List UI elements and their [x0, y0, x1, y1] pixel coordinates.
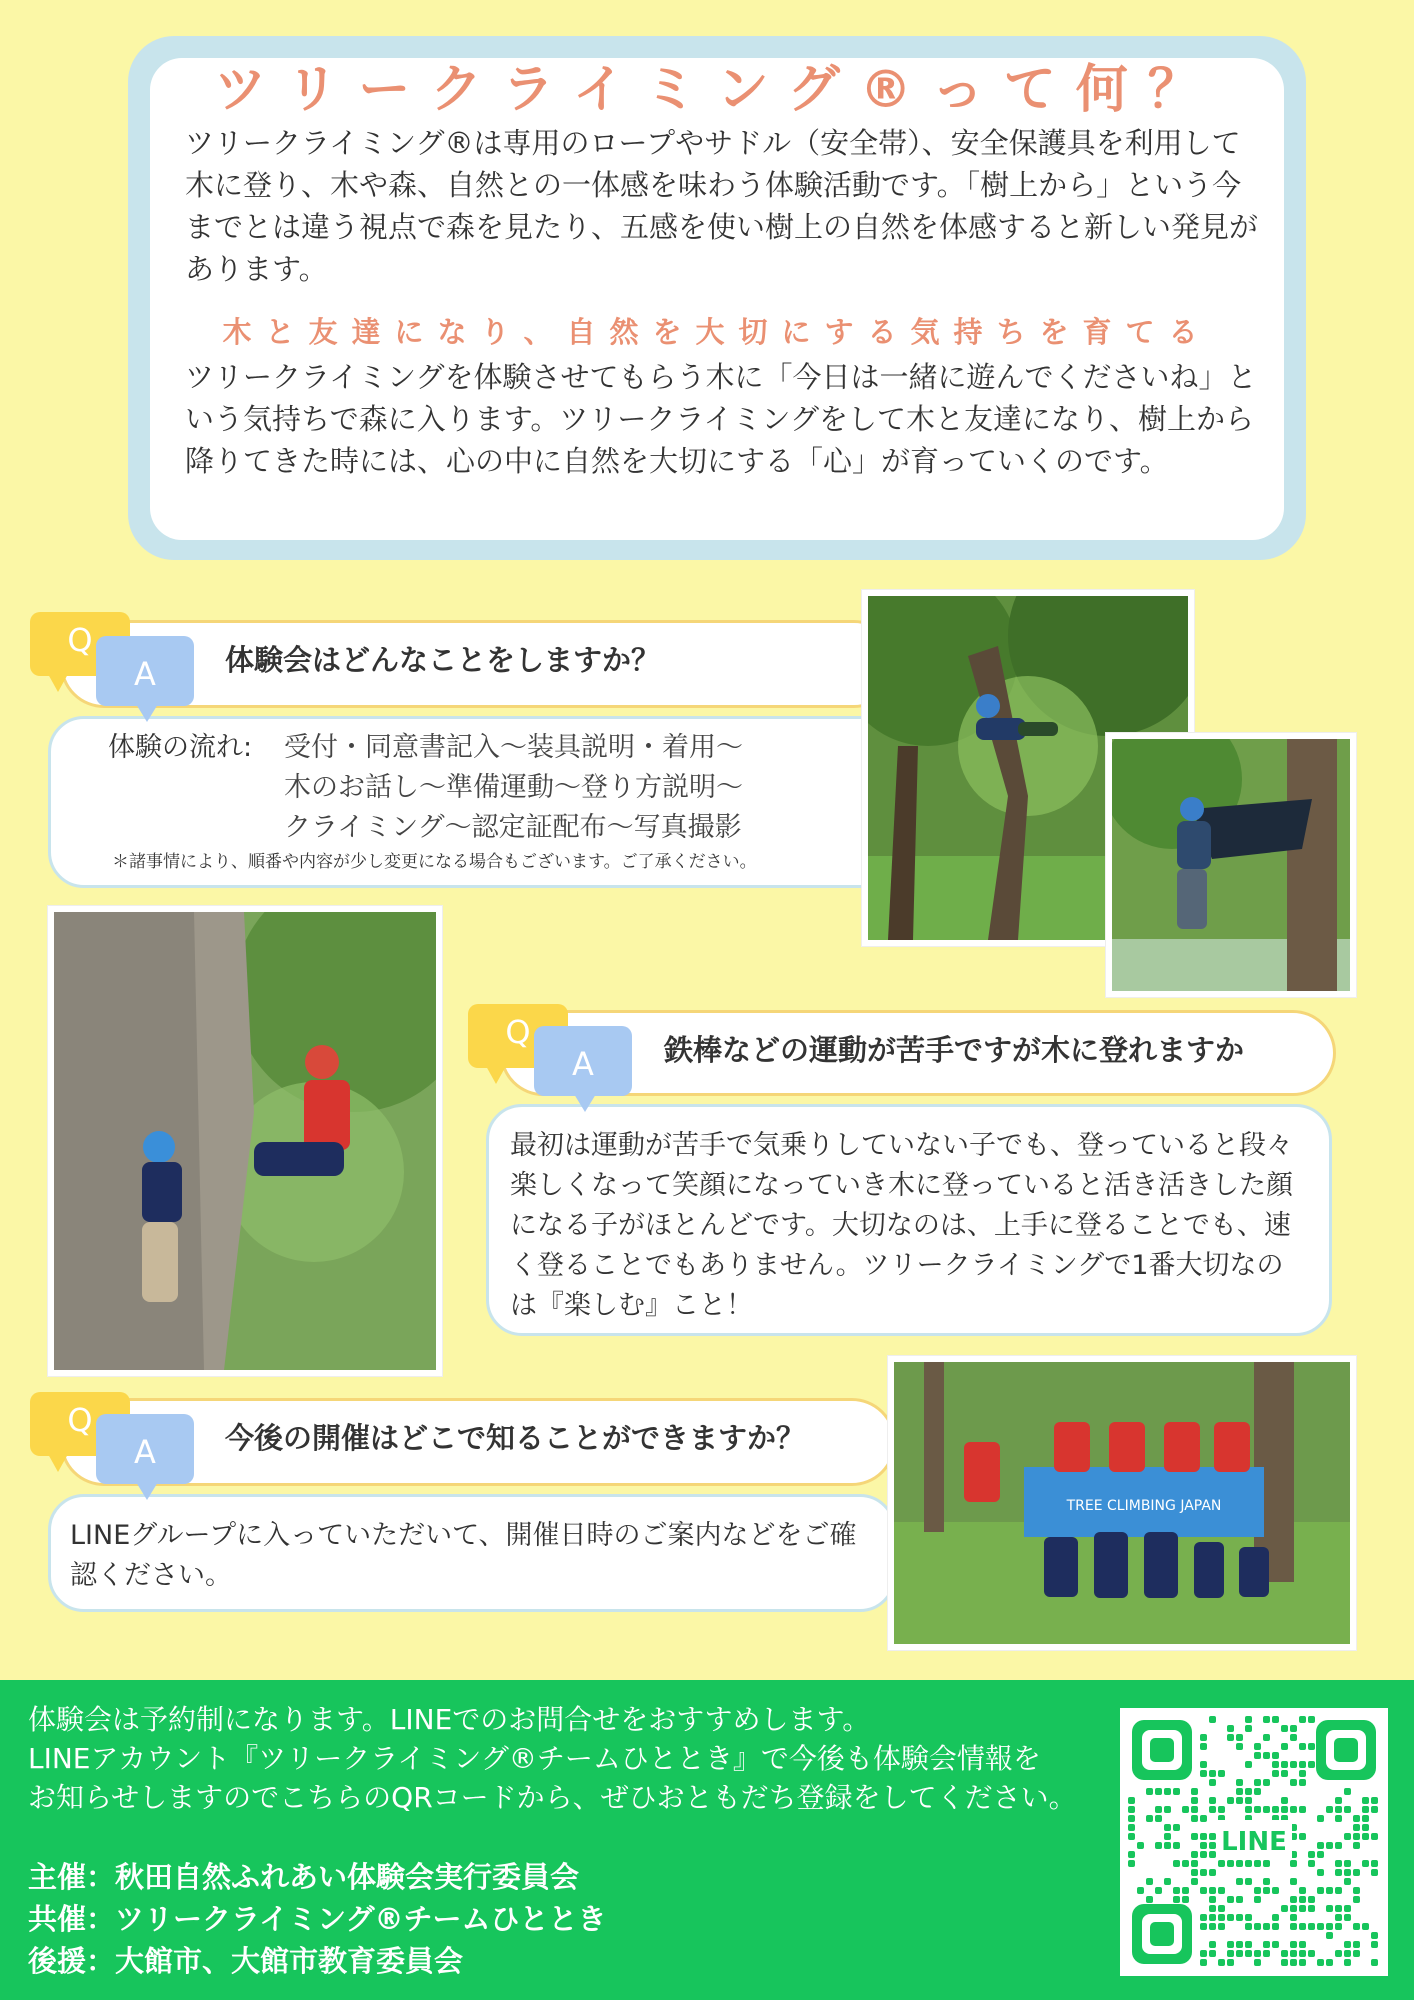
flow-label: 体験の流れ:: [108, 732, 253, 763]
photo-tree-climbers: [48, 906, 442, 1376]
organizer-cohost: 共催：ツリークライミング®チームひととき: [28, 1902, 607, 1936]
answer-2-text: 最初は運動が苦手で気乗りしていない子でも、登っていると段々楽しくなって笑顔になっていき木に登っていると活き活きした顔になる子がほとんどです。大切なのは、上手に登ることでも、速く登ることでもありません。ツリークライミングで1番大切なのは『楽しむ』こと！: [510, 1130, 1293, 1321]
banner-text: TREE CLIMBING JAPAN: [1066, 1498, 1222, 1514]
a-badge-1: A: [96, 636, 194, 706]
line-qr-code[interactable]: [1120, 1708, 1388, 1976]
answer-3-text: LINEグループに入っていただいて、開催日時のご案内などをご確認ください。: [70, 1520, 857, 1591]
question-1-text: 体験会はどんなことをしますか？: [225, 643, 661, 677]
organizer-support: 後援：大館市、大館市教育委員会: [28, 1944, 464, 1978]
flow-note: ＊諸事情により、順番や内容が少し変更になる場合もございます。ご了承ください。: [112, 852, 757, 872]
intro-paragraph-2: ツリークライミングを体験させてもらう木に「今日は一緒に遊んでくださいね」という気持ちで森に入ります。ツリークライミングをして木と友達になり、樹上から降りてきた時には、心の中に自然を大切にする「心」が育っていくのです。: [185, 360, 1257, 478]
flow-line: クライミング～認定証配布～写真撮影: [284, 812, 742, 843]
intro-paragraph-1: ツリークライミング®は専用のロープやサドル（安全帯）、安全保護具を利用して木に登り、木や森、自然との一体感を味わう体験活動です。「樹上から」という今までとは違う視点で森を見たり、五感を使い樹上の自然を体感すると新しい発見があります。: [185, 126, 1259, 286]
intro-subtitle: 木と友達になり、自然を大切にする気持ちを育てる: [222, 315, 1212, 349]
photo-child-saddle: [1106, 733, 1356, 997]
q-badge-3: Q: [30, 1392, 130, 1456]
intro-title: ツリークライミング®って何？: [214, 60, 1220, 120]
flow-steps: [284, 728, 743, 848]
q-badge-1: Q: [30, 612, 130, 676]
footer-line: お知らせしますのでこちらのQRコードから、ぜひおともだち登録をしてください。: [28, 1781, 1077, 1814]
a-badge-3: A: [96, 1414, 194, 1484]
qr-line-label: LINE: [1221, 1827, 1287, 1857]
flow-line: 木のお話し～準備運動～登り方説明～: [284, 772, 743, 803]
footer-line: 体験会は予約制になります。LINEでのお問合せをおすすめします。: [28, 1703, 871, 1736]
flow-line: 受付・同意書記入～装具説明・着用～: [284, 732, 743, 763]
a-badge-2: A: [534, 1026, 632, 1096]
photo-group: [888, 1356, 1356, 1650]
organizer-host: 主催：秋田自然ふれあい体験会実行委員会: [28, 1860, 580, 1894]
organizers: [28, 1856, 607, 1982]
question-2-text: 鉄棒などの運動が苦手ですが木に登れますか: [664, 1033, 1245, 1067]
question-3-text: 今後の開催はどこで知ることができますか？: [225, 1421, 806, 1455]
footer-line: LINEアカウント『ツリークライミング®チームひととき』で今後も体験会情報を: [28, 1742, 1041, 1775]
qr-pattern: [1120, 1708, 1388, 1976]
q-badge-2: Q: [468, 1004, 568, 1068]
footer-info: [28, 1700, 1077, 1817]
